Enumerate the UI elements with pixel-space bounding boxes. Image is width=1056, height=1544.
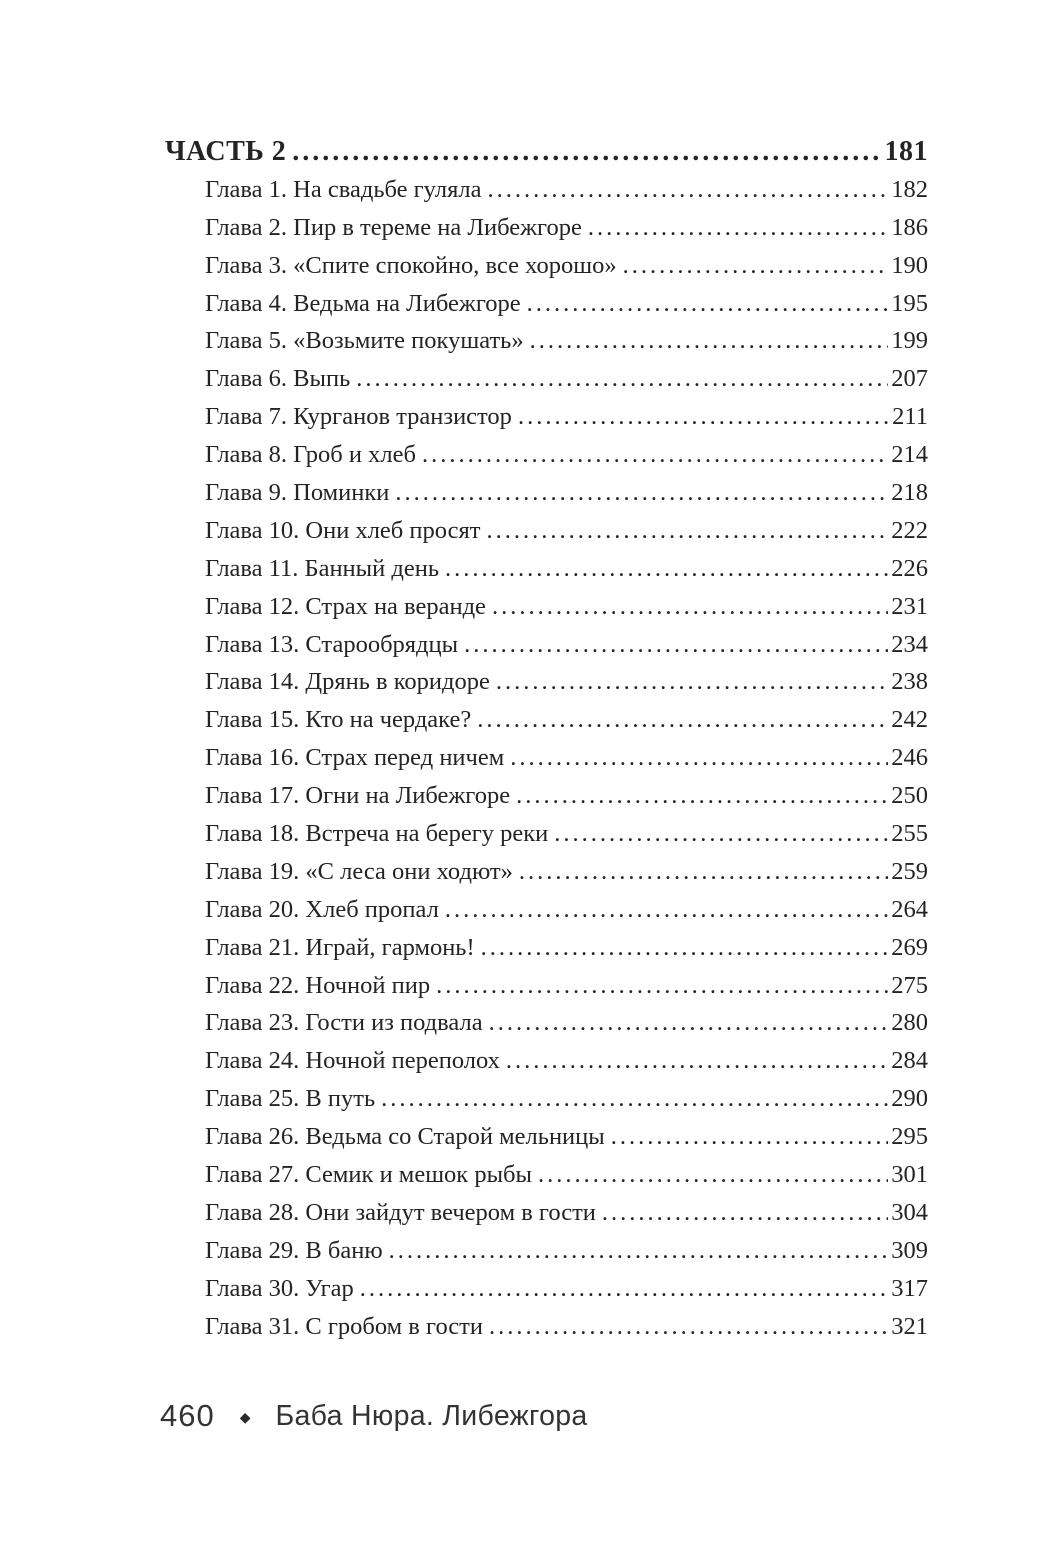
chapter-title: Глава 14. Дрянь в коридоре: [205, 668, 490, 696]
dot-leader: [554, 815, 888, 853]
chapter-page-number: 309: [891, 1236, 928, 1264]
toc-entry: [165, 929, 928, 967]
chapter-page-number: 264: [891, 895, 928, 923]
chapter-title: Глава 4. Ведьма на Либежгоре: [205, 289, 521, 317]
chapter-page-number: 207: [891, 365, 928, 393]
toc-entry: [165, 322, 928, 360]
dot-leader: [389, 1232, 889, 1270]
chapter-title: Глава 7. Курганов транзистор: [205, 403, 512, 431]
dot-leader: [292, 133, 881, 171]
toc-entry: [165, 853, 928, 891]
dot-leader: [623, 247, 889, 285]
dot-leader: [477, 701, 888, 739]
dot-leader: [445, 891, 888, 929]
chapter-title: Глава 2. Пир в тереме на Либежгоре: [205, 213, 582, 241]
chapter-title: Глава 28. Они зайдут вечером в гости: [205, 1198, 596, 1226]
chapter-page-number: 301: [891, 1161, 928, 1189]
chapter-title: Глава 27. Семик и мешок рыбы: [205, 1161, 532, 1189]
part-page-number: 181: [884, 136, 928, 167]
dot-leader: [422, 436, 888, 474]
dot-leader: [445, 550, 888, 588]
dot-leader: [516, 777, 888, 815]
toc-entry: [165, 512, 928, 550]
dot-leader: [611, 1118, 889, 1156]
toc-entry: [165, 247, 928, 285]
chapter-page-number: 238: [891, 668, 928, 696]
dot-leader: [527, 285, 889, 323]
chapter-page-number: 321: [891, 1312, 928, 1340]
part-title: ЧАСТЬ 2: [165, 136, 287, 167]
toc-entry: [165, 815, 928, 853]
chapter-page-number: 250: [891, 782, 928, 810]
toc-list: [165, 171, 928, 1346]
toc-entry: [165, 1118, 928, 1156]
chapter-title: Глава 23. Гости из подвала: [205, 1009, 483, 1037]
toc-part-row: [165, 133, 928, 171]
toc-entry: [165, 436, 928, 474]
chapter-title: Глава 15. Кто на чердаке?: [205, 706, 472, 734]
chapter-title: Глава 12. Страх на веранде: [205, 592, 486, 620]
toc-entry: [165, 1042, 928, 1080]
dot-leader: [360, 1270, 888, 1308]
chapter-page-number: 269: [891, 933, 928, 961]
chapter-page-number: 231: [891, 592, 928, 620]
toc-entry: [165, 171, 928, 209]
chapter-title: Глава 6. Выпь: [205, 365, 351, 393]
dot-leader: [519, 853, 888, 891]
chapter-title: Глава 25. В путь: [205, 1085, 376, 1113]
chapter-title: Глава 29. В баню: [205, 1236, 383, 1264]
chapter-page-number: 284: [891, 1047, 928, 1075]
chapter-page-number: 186: [891, 213, 928, 241]
chapter-page-number: 317: [891, 1274, 928, 1302]
toc-entry: [165, 739, 928, 777]
chapter-title: Глава 30. Угар: [205, 1274, 354, 1302]
chapter-page-number: 211: [892, 403, 928, 431]
toc-entry: [165, 1080, 928, 1118]
dot-leader: [395, 474, 888, 512]
chapter-title: Глава 8. Гроб и хлеб: [205, 441, 416, 469]
dot-leader: [538, 1156, 888, 1194]
toc-entry: [165, 285, 928, 323]
chapter-page-number: 182: [891, 175, 928, 203]
chapter-page-number: 246: [891, 744, 928, 772]
chapter-title: Глава 1. На свадьбе гуляла: [205, 175, 482, 203]
dot-leader: [518, 398, 889, 436]
chapter-page-number: 222: [891, 516, 928, 544]
dot-leader: [481, 929, 889, 967]
toc-entry: [165, 701, 928, 739]
chapter-title: Глава 26. Ведьма со Старой мельницы: [205, 1123, 605, 1151]
chapter-title: Глава 9. Поминки: [205, 479, 390, 507]
dot-leader: [588, 209, 888, 247]
chapter-title: Глава 11. Банный день: [205, 554, 439, 582]
chapter-title: Глава 16. Страх перед ничем: [205, 744, 505, 772]
toc-entry: [165, 474, 928, 512]
chapter-page-number: 304: [891, 1198, 928, 1226]
toc-entry: [165, 1004, 928, 1042]
dot-leader: [489, 1308, 888, 1346]
chapter-title: Глава 19. «С леса они ходют»: [205, 857, 513, 885]
chapter-page-number: 275: [891, 971, 928, 999]
dot-leader: [487, 171, 888, 209]
toc-entry: [165, 398, 928, 436]
dot-leader: [506, 1042, 888, 1080]
toc-entry: [165, 1194, 928, 1232]
toc-entry: [165, 1270, 928, 1308]
chapter-title: Глава 31. С гробом в гости: [205, 1312, 483, 1340]
chapter-page-number: 226: [891, 554, 928, 582]
dot-leader: [489, 1004, 889, 1042]
diamond-icon: ◆: [239, 1408, 251, 1425]
dot-leader: [381, 1080, 888, 1118]
toc-entry: [165, 777, 928, 815]
chapter-title: Глава 21. Играй, гармонь!: [205, 933, 475, 961]
toc-entry: [165, 550, 928, 588]
table-of-contents: [165, 133, 928, 1346]
dot-leader: [464, 626, 888, 664]
chapter-page-number: 280: [891, 1009, 928, 1037]
toc-entry: [165, 891, 928, 929]
dot-leader: [510, 739, 888, 777]
toc-entry: [165, 360, 928, 398]
chapter-page-number: 242: [891, 706, 928, 734]
chapter-title: Глава 3. «Спите спокойно, все хорошо»: [205, 251, 617, 279]
toc-entry: [165, 967, 928, 1005]
chapter-page-number: 290: [891, 1085, 928, 1113]
chapter-title: Глава 5. «Возьмите покушать»: [205, 327, 524, 355]
chapter-page-number: 295: [891, 1123, 928, 1151]
chapter-title: Глава 22. Ночной пир: [205, 971, 431, 999]
chapter-page-number: 218: [891, 479, 928, 507]
chapter-page-number: 255: [891, 820, 928, 848]
dot-leader: [356, 360, 888, 398]
toc-entry: [165, 588, 928, 626]
page-footer: [160, 1398, 588, 1434]
toc-entry: [165, 209, 928, 247]
chapter-page-number: 199: [891, 327, 928, 355]
dot-leader: [530, 322, 889, 360]
chapter-title: Глава 20. Хлеб пропал: [205, 895, 439, 923]
toc-entry: [165, 663, 928, 701]
chapter-title: Глава 18. Встреча на берегу реки: [205, 820, 549, 848]
footer-book-title: Баба Нюра. Либежгора: [275, 1399, 588, 1432]
chapter-page-number: 195: [891, 289, 928, 317]
toc-entry: [165, 1232, 928, 1270]
toc-entry: [165, 1156, 928, 1194]
chapter-page-number: 234: [891, 630, 928, 658]
chapter-title: Глава 10. Они хлеб просят: [205, 516, 481, 544]
chapter-page-number: 190: [891, 251, 928, 279]
dot-leader: [602, 1194, 888, 1232]
dot-leader: [492, 588, 888, 626]
footer-page-number: 460: [160, 1398, 215, 1433]
dot-leader: [486, 512, 888, 550]
chapter-page-number: 214: [891, 441, 928, 469]
chapter-page-number: 259: [891, 857, 928, 885]
dot-leader: [496, 663, 888, 701]
dot-leader: [436, 967, 888, 1005]
chapter-title: Глава 24. Ночной переполох: [205, 1047, 500, 1075]
toc-entry: [165, 626, 928, 664]
chapter-title: Глава 17. Огни на Либежгоре: [205, 782, 511, 810]
toc-entry: [165, 1308, 928, 1346]
chapter-title: Глава 13. Старообрядцы: [205, 630, 459, 658]
